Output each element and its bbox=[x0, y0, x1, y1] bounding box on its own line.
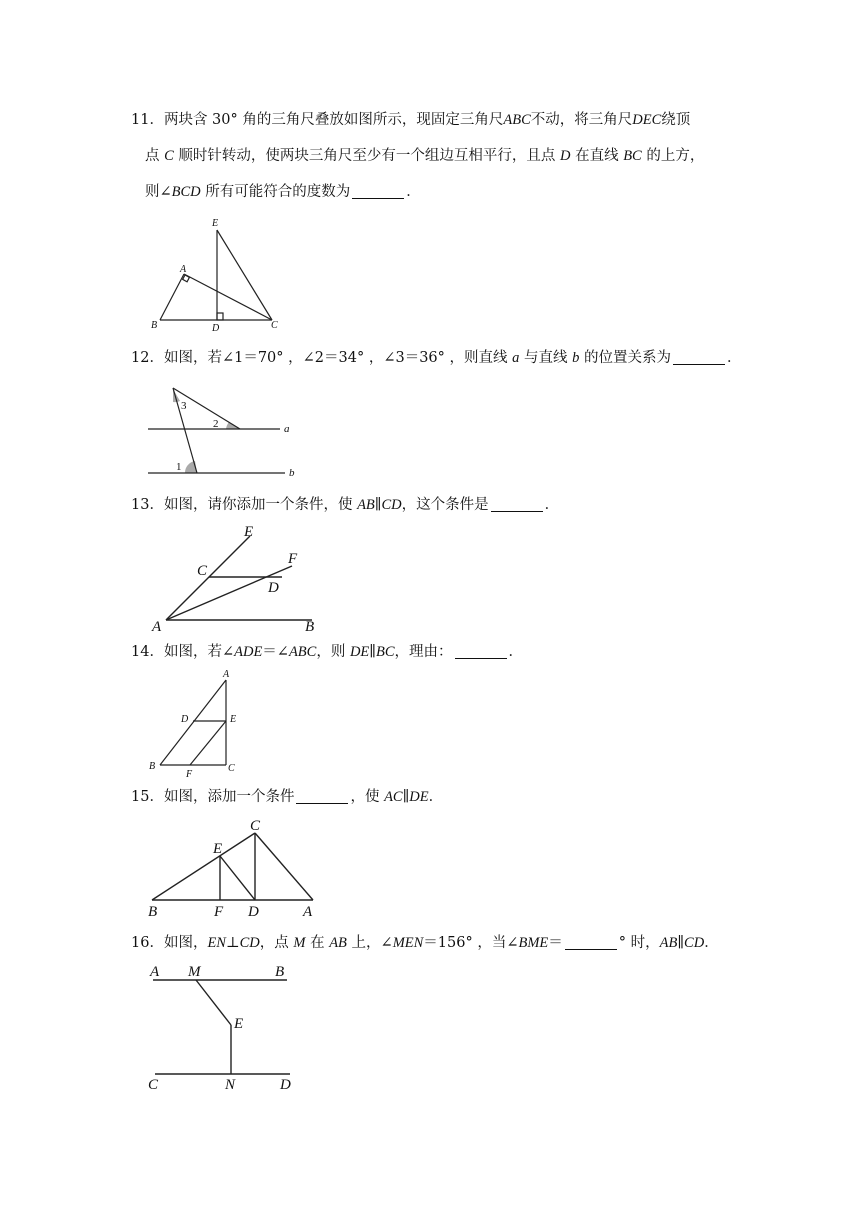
q16-text: ＝ bbox=[548, 935, 563, 951]
segment-AC bbox=[184, 274, 272, 320]
label-A: A bbox=[150, 964, 160, 980]
ray-AE bbox=[166, 536, 250, 620]
q11-text: 则∠ bbox=[145, 184, 172, 200]
q11-text: 所有可能符合的度数为 bbox=[205, 184, 351, 200]
q14-number: 14． bbox=[131, 644, 164, 660]
q16-var: M bbox=[293, 935, 306, 951]
q16-var: AB∥CD bbox=[659, 935, 705, 951]
q11-number: 11． bbox=[131, 112, 164, 128]
answer-blank bbox=[565, 935, 617, 950]
label-F: F bbox=[186, 769, 193, 780]
label-B: B bbox=[149, 761, 156, 772]
label-E: E bbox=[230, 714, 237, 725]
label-C: C bbox=[228, 763, 235, 774]
q16-var: MEN bbox=[392, 935, 424, 951]
label-C: C bbox=[250, 818, 261, 834]
q16-text: 如图， bbox=[163, 935, 208, 951]
q14-text: ＝∠ bbox=[262, 644, 289, 660]
q11-text: 在直线 bbox=[575, 148, 619, 164]
label-D: D bbox=[248, 904, 259, 920]
q11-var: D bbox=[560, 148, 571, 164]
label-M: M bbox=[188, 964, 201, 980]
q16-figure bbox=[153, 980, 290, 1074]
segment-BA bbox=[160, 274, 184, 320]
answer-blank bbox=[455, 644, 507, 659]
q12-text: ． bbox=[726, 350, 742, 366]
answer-blank bbox=[491, 497, 543, 512]
q16-var: BME bbox=[518, 935, 549, 951]
q14-var: ABC bbox=[288, 644, 317, 660]
q11-var: BCD bbox=[171, 184, 201, 200]
q13-text: 如图，请你添加一个条件，使 bbox=[163, 497, 353, 513]
q11-var: ABC bbox=[503, 112, 531, 128]
q16-line bbox=[131, 933, 719, 953]
label-C: C bbox=[148, 1077, 159, 1093]
q12-var: b bbox=[572, 350, 580, 366]
angle-2-label: 2 bbox=[213, 418, 219, 430]
segment-ME bbox=[196, 980, 231, 1025]
label-N: N bbox=[225, 1077, 236, 1093]
label-C: C bbox=[197, 563, 208, 579]
label-B: B bbox=[275, 964, 285, 980]
q13-text: ． bbox=[544, 497, 560, 513]
segment-EC bbox=[217, 230, 272, 320]
label-E: E bbox=[213, 841, 223, 857]
label-A: A bbox=[180, 264, 187, 275]
segment-AB bbox=[160, 680, 226, 765]
q16-text: ＝156° ，当∠ bbox=[423, 935, 519, 951]
q11-var: BC bbox=[623, 148, 642, 164]
q13-text: ，这个条件是 bbox=[401, 497, 489, 513]
q15-number: 15． bbox=[131, 789, 164, 805]
label-A: A bbox=[152, 619, 162, 635]
q14-text: ，理由： bbox=[394, 644, 453, 660]
label-A: A bbox=[303, 904, 313, 920]
q14-text: 如图，若∠ bbox=[163, 644, 235, 660]
right-angle-mark bbox=[217, 313, 223, 320]
angle-3-label: 3 bbox=[181, 400, 187, 412]
label-F: F bbox=[288, 551, 298, 567]
label-E: E bbox=[234, 1016, 244, 1032]
q15-text: ． bbox=[428, 789, 444, 805]
q13-var: AB∥CD bbox=[357, 497, 402, 513]
q12-text: 与直线 bbox=[523, 350, 568, 366]
q12-text: 如图，若∠1＝70° ，∠2＝34° ，∠3＝36° ，则直线 bbox=[163, 350, 508, 366]
q16-text: ． bbox=[704, 935, 719, 951]
q12-number: 12． bbox=[131, 350, 164, 366]
label-D: D bbox=[280, 1077, 291, 1093]
label-D: D bbox=[268, 580, 279, 596]
q16-text: 在 bbox=[310, 935, 325, 951]
q15-text: 如图，添加一个条件 bbox=[163, 789, 295, 805]
q16-text: 上，∠ bbox=[351, 935, 393, 951]
q14-var: ADE bbox=[234, 644, 263, 660]
q11-text: 点 bbox=[145, 148, 160, 164]
q11-text: 的上方， bbox=[646, 148, 705, 164]
segment-CA bbox=[255, 833, 313, 900]
label-E: E bbox=[244, 524, 254, 540]
angle-1-label: 1 bbox=[176, 461, 182, 473]
q15-line bbox=[131, 787, 443, 807]
q13-figure bbox=[166, 536, 312, 620]
label-A: A bbox=[223, 669, 230, 680]
q15-var: AC∥DE bbox=[384, 789, 429, 805]
label-B: B bbox=[151, 320, 158, 331]
q11-text: 绕顶 bbox=[661, 112, 691, 128]
label-C: C bbox=[271, 320, 278, 331]
q15-text: ，使 bbox=[350, 789, 380, 805]
q15-figure bbox=[152, 833, 313, 900]
q14-line bbox=[131, 642, 523, 662]
q14-figure bbox=[160, 680, 226, 765]
q11-text: 顺时针转动，使两块三角尺至少有一个组边互相平行，且点 bbox=[178, 148, 556, 164]
q11-text: ． bbox=[406, 184, 421, 200]
label-E: E bbox=[212, 218, 219, 229]
q11-figure bbox=[160, 230, 272, 320]
answer-blank bbox=[673, 350, 725, 365]
segment-EF bbox=[190, 721, 226, 765]
q12-text: 的位置关系为 bbox=[583, 350, 671, 366]
label-D: D bbox=[181, 714, 189, 725]
label-b: b bbox=[289, 467, 295, 479]
q16-var: AB bbox=[329, 935, 347, 951]
label-a: a bbox=[284, 423, 290, 435]
label-B: B bbox=[305, 619, 315, 635]
q11-var: C bbox=[164, 148, 174, 164]
q16-var: CD bbox=[239, 935, 260, 951]
q16-var: EN bbox=[207, 935, 226, 951]
q14-text: ，则 bbox=[316, 644, 346, 660]
q16-text: ° 时， bbox=[618, 935, 660, 951]
q11-text: 两块含 30° 角的三角尺叠放如图所示，现固定三角尺 bbox=[163, 112, 504, 128]
q12-line bbox=[131, 348, 741, 368]
q16-text: ，点 bbox=[259, 935, 289, 951]
label-B: B bbox=[148, 904, 158, 920]
label-D: D bbox=[212, 323, 220, 334]
q13-line bbox=[131, 495, 559, 515]
q12-var: a bbox=[512, 350, 520, 366]
q16-text: ⊥ bbox=[225, 935, 240, 951]
segment-BC bbox=[152, 833, 255, 900]
q11-text: 不动，将三角尺 bbox=[530, 112, 633, 128]
q14-var: DE∥BC bbox=[349, 644, 395, 660]
label-F: F bbox=[214, 904, 224, 920]
q14-text: ． bbox=[508, 644, 524, 660]
q12-figure bbox=[148, 388, 285, 473]
q11-var: DEC bbox=[632, 112, 662, 128]
segment-ED bbox=[220, 856, 255, 900]
q16-number: 16． bbox=[131, 935, 164, 951]
answer-blank bbox=[296, 789, 348, 804]
q13-number: 13． bbox=[131, 497, 164, 513]
